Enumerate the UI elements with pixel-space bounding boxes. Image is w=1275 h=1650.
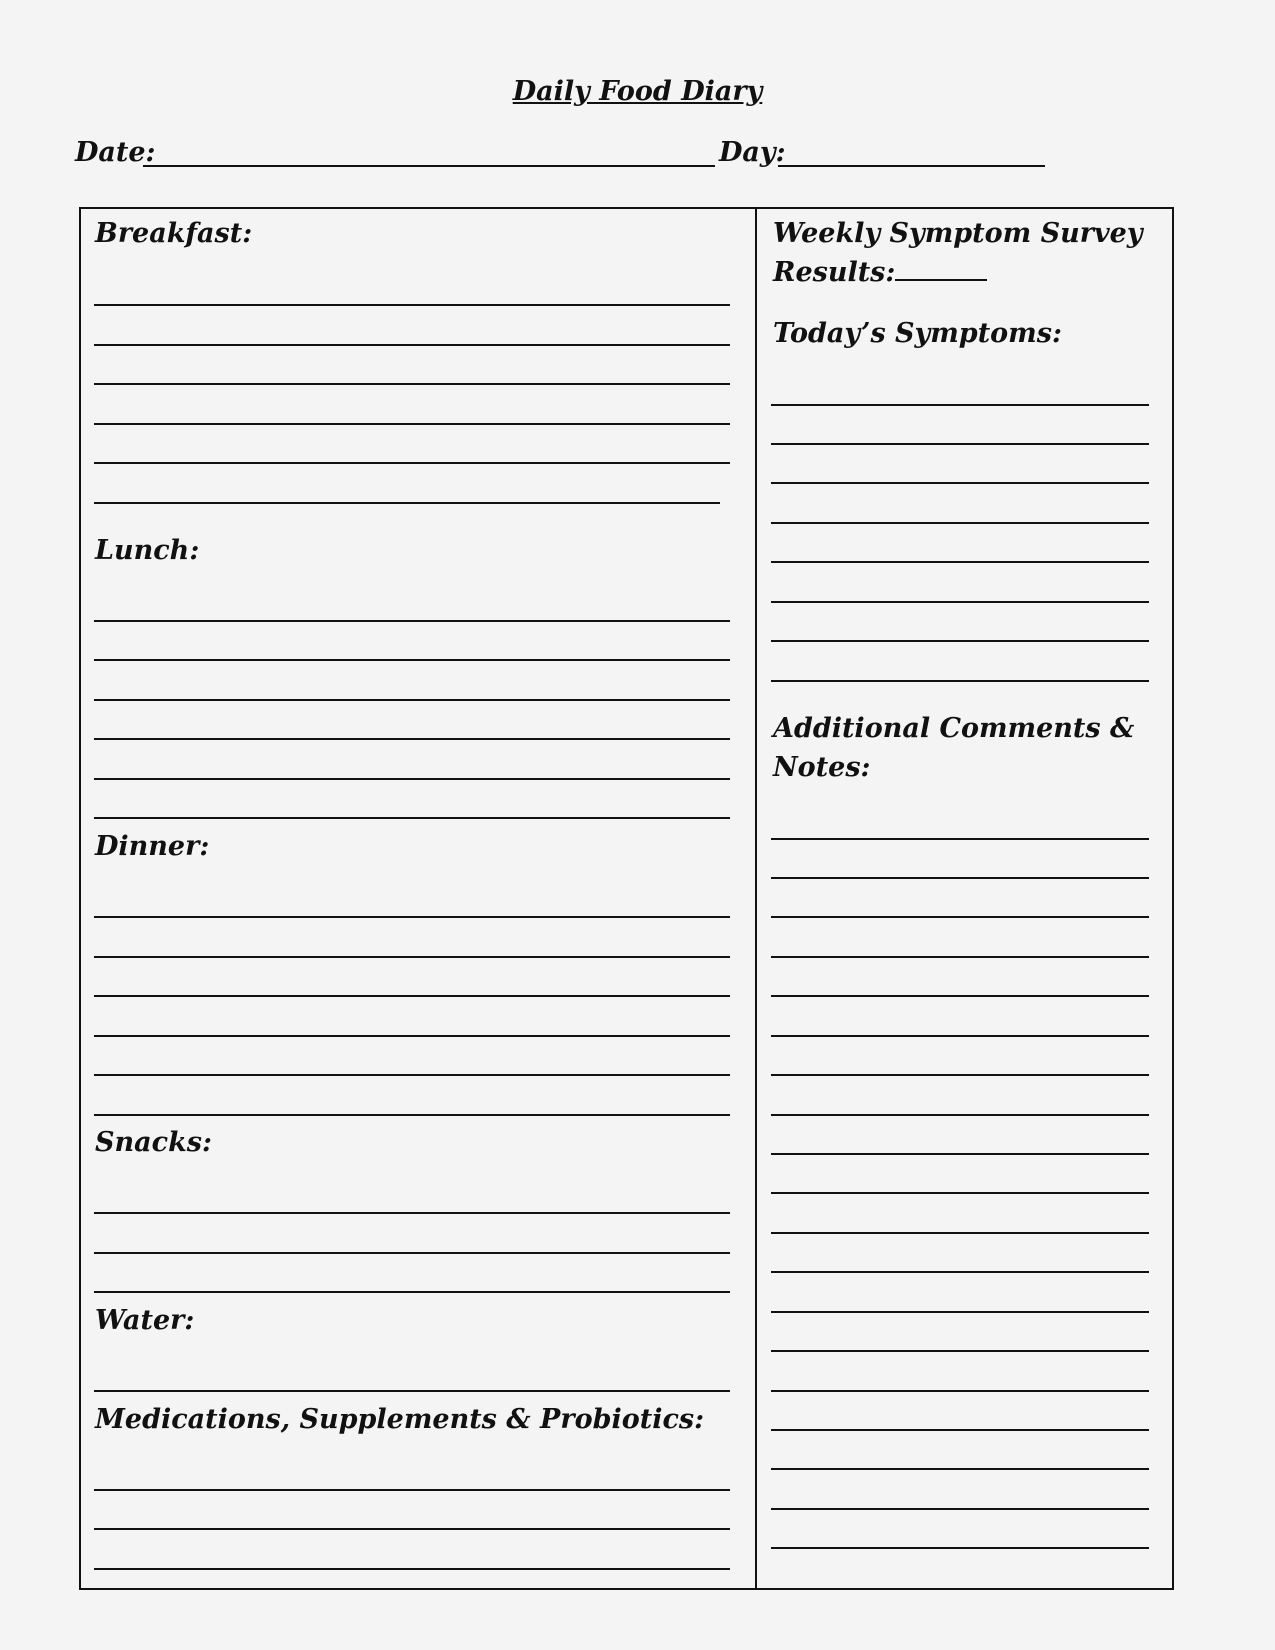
dinner-line[interactable] — [94, 1035, 730, 1037]
water-heading: Water: — [95, 1305, 195, 1336]
snacks-line[interactable] — [94, 1212, 730, 1214]
dinner-line[interactable] — [94, 995, 730, 997]
date-field[interactable] — [143, 165, 715, 167]
notes-heading: Notes: — [773, 752, 871, 783]
breakfast-line[interactable] — [94, 423, 730, 425]
weekly-survey-results — [773, 253, 987, 292]
todays-symptoms-heading: Today’s Symptoms: — [773, 318, 1062, 349]
notes-line[interactable] — [771, 1074, 1149, 1076]
notes-line[interactable] — [771, 1547, 1149, 1549]
notes-line[interactable] — [771, 1468, 1149, 1470]
notes-line[interactable] — [771, 995, 1149, 997]
lunch-line[interactable] — [94, 778, 730, 780]
page-title: Daily Food Diary — [512, 76, 763, 107]
date-label: Date: — [75, 137, 156, 168]
symptom-line[interactable] — [771, 601, 1149, 603]
notes-line[interactable] — [771, 956, 1149, 958]
results-label: Results: — [773, 257, 896, 288]
medications-line[interactable] — [94, 1568, 730, 1570]
medications-line[interactable] — [94, 1489, 730, 1491]
notes-line[interactable] — [771, 1232, 1149, 1234]
notes-line[interactable] — [771, 916, 1149, 918]
snacks-heading: Snacks: — [95, 1127, 212, 1158]
breakfast-line[interactable] — [94, 383, 730, 385]
results-field[interactable] — [895, 253, 987, 281]
breakfast-heading: Breakfast: — [95, 218, 253, 249]
symptom-line[interactable] — [771, 640, 1149, 642]
notes-line[interactable] — [771, 838, 1149, 840]
notes-line[interactable] — [771, 1311, 1149, 1313]
symptom-line[interactable] — [771, 522, 1149, 524]
snacks-line[interactable] — [94, 1291, 730, 1293]
notes-line[interactable] — [771, 1271, 1149, 1273]
dinner-line[interactable] — [94, 1074, 730, 1076]
weekly-survey-heading: Weekly Symptom Survey — [773, 218, 1143, 249]
lunch-line[interactable] — [94, 699, 730, 701]
medications-heading: Medications, Supplements & Probiotics: — [95, 1404, 705, 1435]
lunch-line[interactable] — [94, 817, 730, 819]
dinner-line[interactable] — [94, 1114, 730, 1116]
water-line[interactable] — [94, 1390, 730, 1392]
breakfast-line[interactable] — [94, 344, 730, 346]
snacks-line[interactable] — [94, 1252, 730, 1254]
notes-line[interactable] — [771, 1192, 1149, 1194]
symptom-line[interactable] — [771, 404, 1149, 406]
notes-line[interactable] — [771, 1350, 1149, 1352]
lunch-heading: Lunch: — [95, 535, 200, 566]
symptom-line[interactable] — [771, 680, 1149, 682]
lunch-line[interactable] — [94, 620, 730, 622]
notes-line[interactable] — [771, 1429, 1149, 1431]
breakfast-line[interactable] — [94, 304, 730, 306]
breakfast-line[interactable] — [94, 462, 730, 464]
notes-line[interactable] — [771, 1390, 1149, 1392]
day-field[interactable] — [778, 165, 1045, 167]
lunch-line[interactable] — [94, 738, 730, 740]
notes-line[interactable] — [771, 1153, 1149, 1155]
additional-comments-heading: Additional Comments & — [773, 713, 1135, 744]
symptom-line[interactable] — [771, 443, 1149, 445]
notes-line[interactable] — [771, 1035, 1149, 1037]
breakfast-line[interactable] — [94, 502, 720, 504]
column-divider — [755, 207, 757, 1590]
medications-line[interactable] — [94, 1528, 730, 1530]
symptom-line[interactable] — [771, 561, 1149, 563]
dinner-line[interactable] — [94, 956, 730, 958]
notes-line[interactable] — [771, 1508, 1149, 1510]
notes-line[interactable] — [771, 877, 1149, 879]
symptom-line[interactable] — [771, 482, 1149, 484]
dinner-line[interactable] — [94, 916, 730, 918]
dinner-heading: Dinner: — [95, 831, 210, 862]
notes-line[interactable] — [771, 1114, 1149, 1116]
lunch-line[interactable] — [94, 659, 730, 661]
day-label: Day: — [719, 137, 786, 168]
diary-table — [79, 207, 1174, 1590]
